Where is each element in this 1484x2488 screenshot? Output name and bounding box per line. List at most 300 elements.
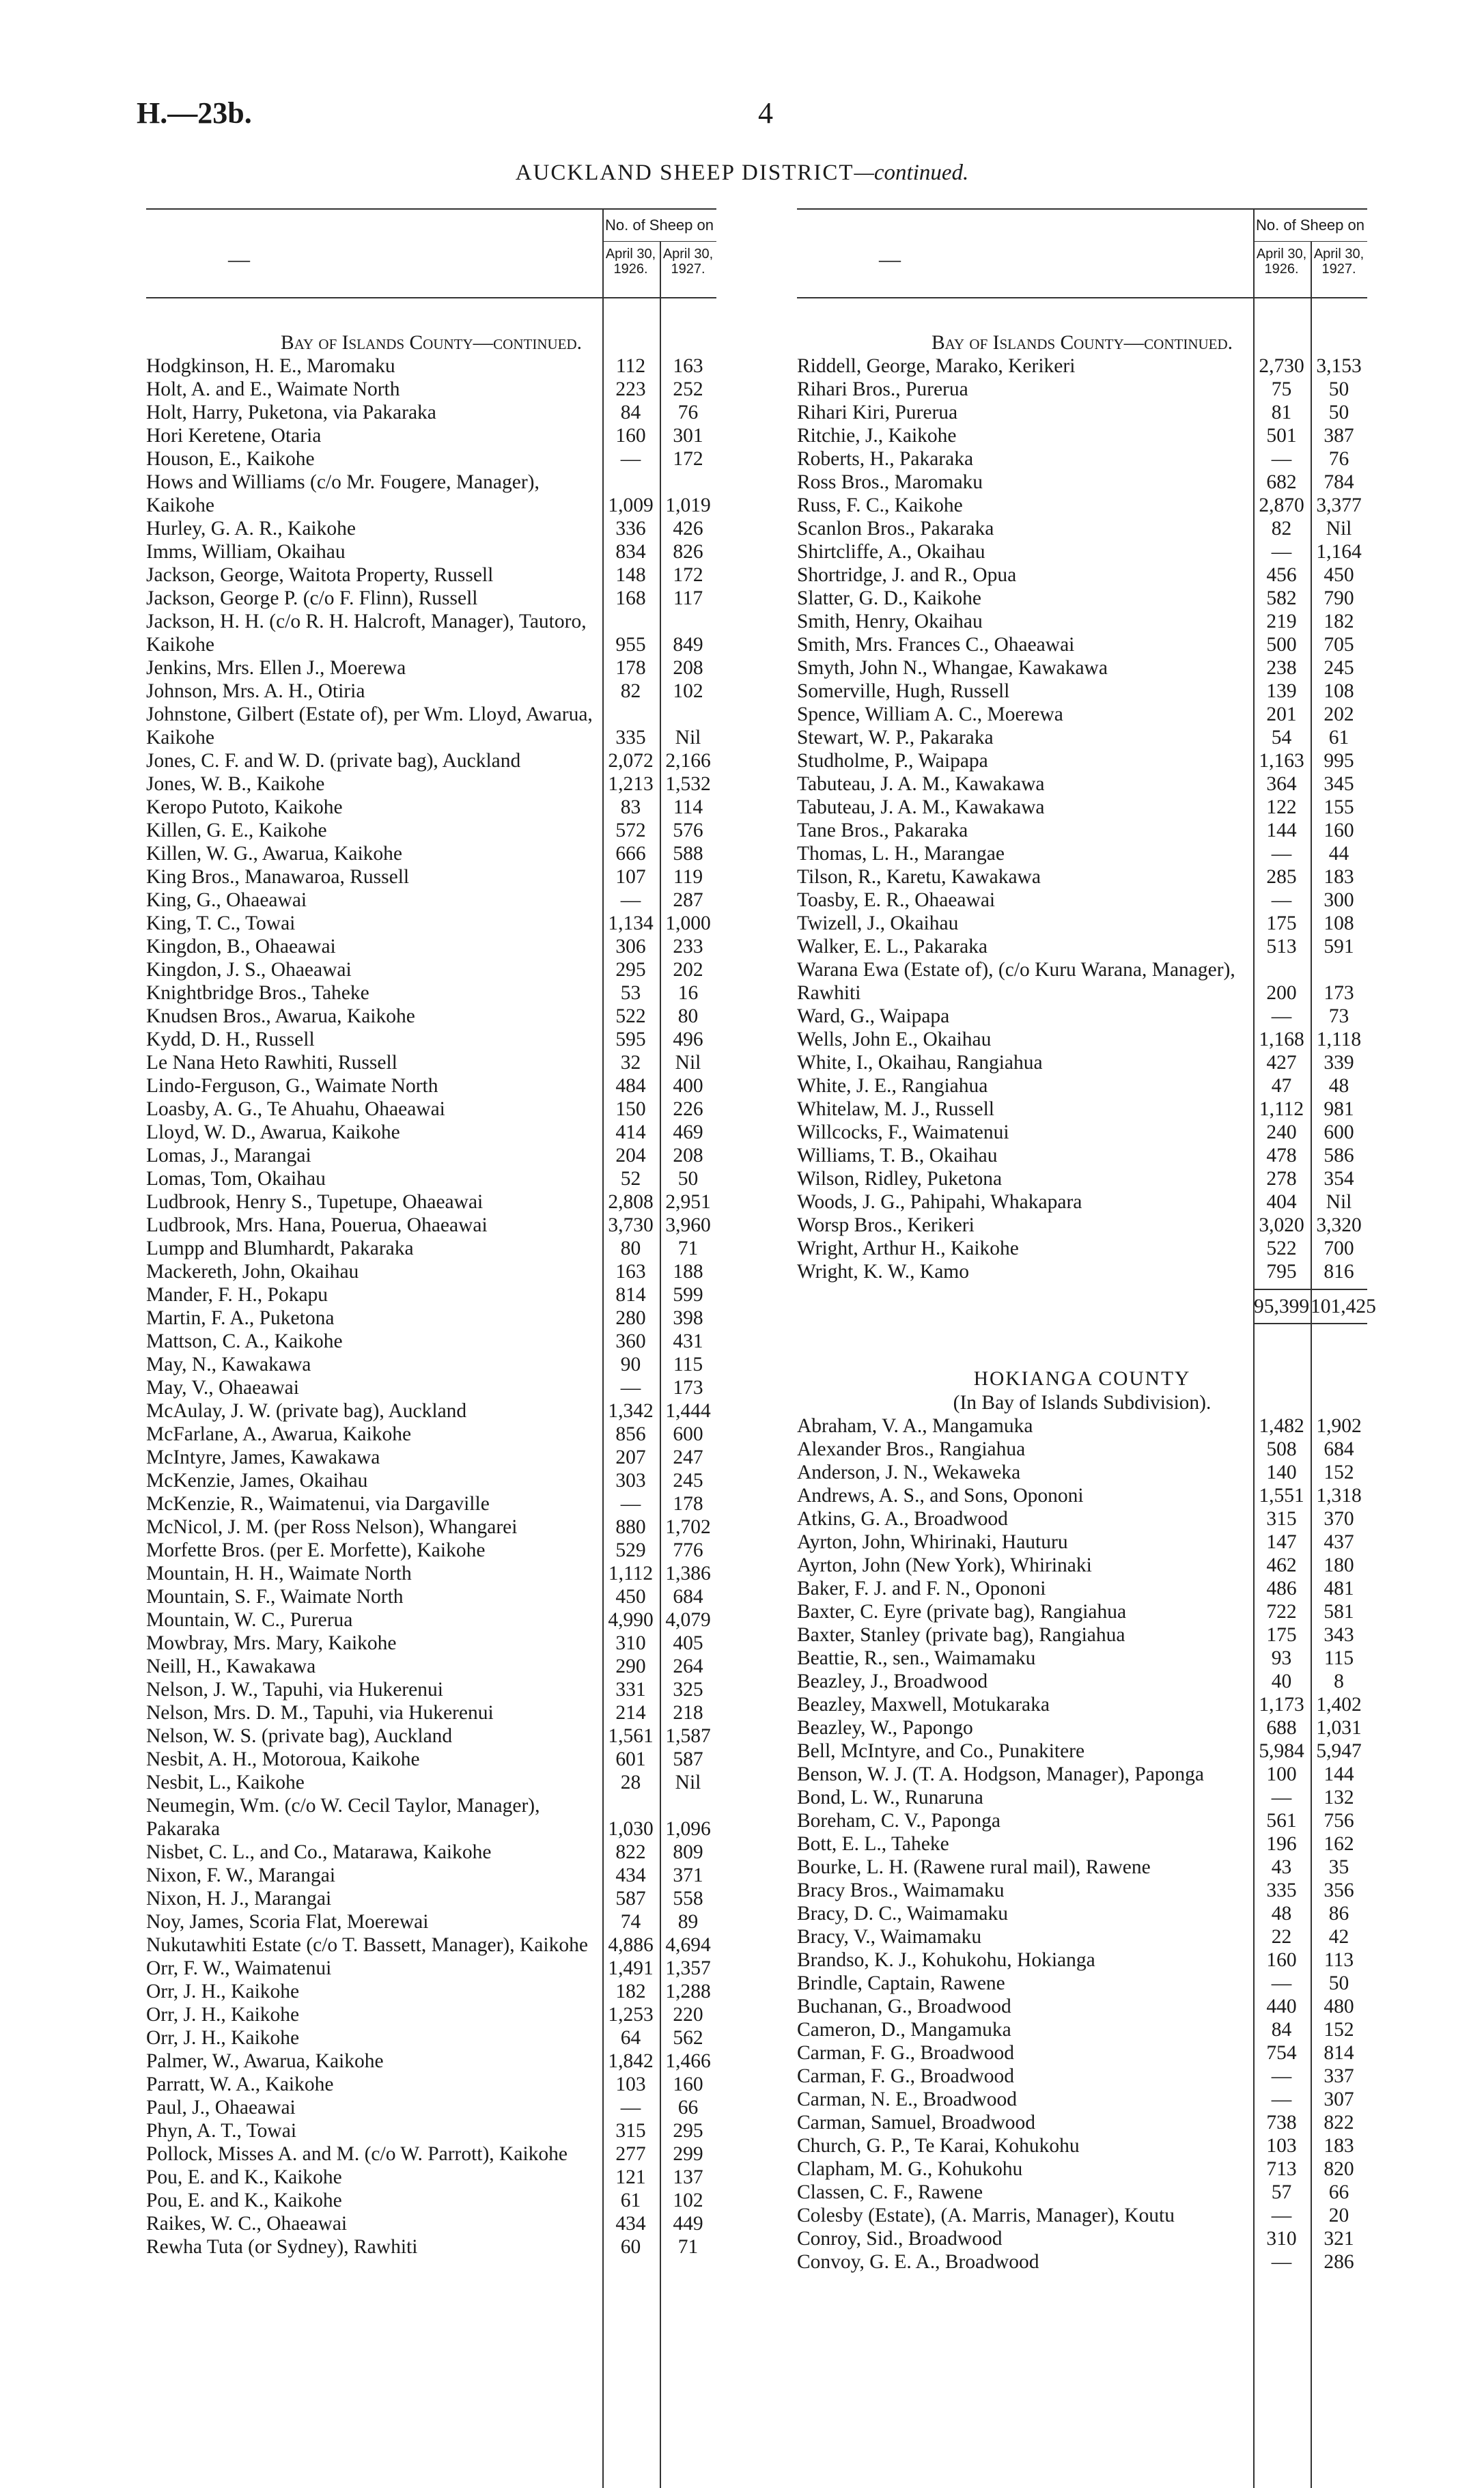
sheep-1927: 450 <box>1324 564 1354 586</box>
table-row <box>146 1005 716 1028</box>
sheep-1926: 364 <box>1266 773 1297 795</box>
sheep-1927: Nil <box>1326 518 1352 540</box>
sheep-1926: 595 <box>615 1029 646 1050</box>
table-row <box>797 2041 1367 2065</box>
table-row <box>146 1260 716 1283</box>
sheep-1926: 40 <box>1271 1671 1292 1692</box>
table-row <box>797 1995 1367 2018</box>
sheep-1926: 822 <box>615 1841 646 1863</box>
sheep-1926: 335 <box>615 727 646 749</box>
sheep-1927: 264 <box>673 1655 703 1677</box>
sheep-1927: Nil <box>675 1772 701 1793</box>
sheep-1927: 4,079 <box>665 1609 711 1631</box>
owner-name: Pou, E. and K., Kaikohe <box>146 2166 342 2188</box>
sheep-1926: — <box>1271 889 1292 911</box>
sheep-1926: 175 <box>1266 1624 1297 1646</box>
sheep-1926: 5,984 <box>1259 1740 1304 1762</box>
sheep-1927: 50 <box>1328 402 1349 423</box>
sheep-1926: 335 <box>1266 1879 1297 1901</box>
table-row <box>146 1515 716 1539</box>
owner-name: Tabuteau, J. A. M., Kawakawa <box>797 796 1045 818</box>
sheep-1927: 76 <box>677 402 699 423</box>
sheep-1927: 1,587 <box>665 1725 711 1747</box>
sheep-1926: 306 <box>615 936 646 958</box>
sheep-1927: 600 <box>1324 1121 1354 1143</box>
table-row <box>797 656 1367 680</box>
sheep-1926: 61 <box>620 2190 641 2211</box>
sheep-1927: 50 <box>677 1168 699 1190</box>
sheep-1926: — <box>620 448 641 470</box>
sheep-1926: 1,112 <box>608 1563 654 1584</box>
owner-name: Nisbet, C. L., and Co., Matarawa, Kaikohe <box>146 1841 492 1863</box>
owner-name: Loasby, A. G., Te Ahuahu, Ohaeawai <box>146 1098 445 1120</box>
owner-name: May, N., Kawakawa <box>146 1354 311 1375</box>
table-row <box>797 2018 1367 2041</box>
owner-name: Shortridge, J. and R., Opua <box>797 564 1017 586</box>
sheep-1927: 995 <box>1324 750 1354 772</box>
owner-name: Mountain, W. C., Purerua <box>146 1609 353 1631</box>
owner-name: Keropo Putoto, Kaikohe <box>146 796 343 818</box>
sheep-1926: 1,482 <box>1259 1415 1304 1437</box>
sheep-1927: 115 <box>673 1354 703 1375</box>
table-row <box>797 1260 1367 1283</box>
owner-name: Rihari Bros., Purerua <box>797 378 968 400</box>
sheep-1926: — <box>1271 2088 1292 2110</box>
table-row <box>797 1623 1367 1647</box>
sheep-1926: 290 <box>615 1655 646 1677</box>
table-row <box>797 1554 1367 1577</box>
sheep-1927: 826 <box>673 541 703 563</box>
sheep-1927: 5,947 <box>1316 1740 1362 1762</box>
sheep-1926: 1,168 <box>1259 1029 1304 1050</box>
sheep-1926: 1,173 <box>1259 1694 1304 1716</box>
owner-name: Brindle, Captain, Rawene <box>797 1972 1005 1994</box>
table-row <box>797 2157 1367 2181</box>
table-row <box>797 1972 1367 1995</box>
table-row <box>146 981 716 1005</box>
sheep-1927: 226 <box>673 1098 703 1120</box>
sheep-1926: 80 <box>620 1238 641 1259</box>
sheep-1927: 295 <box>673 2120 703 2142</box>
sheep-1926: 280 <box>615 1307 646 1329</box>
owner-name: Martin, F. A., Puketona <box>146 1307 335 1329</box>
sheep-1926: 168 <box>615 587 646 609</box>
sheep-1926: 144 <box>1266 820 1297 841</box>
table-row <box>146 517 716 540</box>
sheep-1926: 522 <box>615 1005 646 1027</box>
owner-name: Church, G. P., Te Karai, Kohukohu <box>797 2135 1080 2157</box>
table-row <box>797 1461 1367 1484</box>
table-row <box>146 1051 716 1074</box>
sheep-1927: 50 <box>1328 1972 1349 1994</box>
table-row <box>146 2119 716 2142</box>
table-row <box>146 1887 716 1910</box>
table-row <box>797 958 1367 1005</box>
owner-name: Mountain, S. F., Waimate North <box>146 1586 404 1608</box>
owner-name: Russ, F. C., Kaikohe <box>797 494 963 516</box>
owner-name: Nelson, W. S. (private bag), Auckland <box>146 1725 453 1747</box>
sheep-1926: 200 <box>1266 982 1297 1004</box>
sheep-1927: 160 <box>1324 820 1354 841</box>
right-column-body <box>797 331 1376 2274</box>
table-row <box>797 471 1367 494</box>
sheep-1926: 1,213 <box>608 773 654 795</box>
sheep-1926: 43 <box>1271 1856 1292 1878</box>
sheep-1927: 339 <box>1324 1052 1354 1074</box>
sheep-1927: 3,960 <box>665 1214 711 1236</box>
table-row <box>146 471 716 517</box>
owner-name: Imms, William, Okaihau <box>146 541 346 563</box>
sheep-1927: 1,702 <box>665 1516 711 1538</box>
sheep-1926: 223 <box>615 378 646 400</box>
sheep-1926: 207 <box>615 1446 646 1468</box>
owner-name: May, V., Ohaeawai <box>146 1377 299 1399</box>
sheep-1926: 3,730 <box>608 1214 654 1236</box>
owner-name: Baxter, Stanley (private bag), Rangiahua <box>797 1624 1125 1646</box>
sheep-1926: 722 <box>1266 1601 1297 1623</box>
sheep-1927: 247 <box>673 1446 703 1468</box>
sheep-1926: 52 <box>620 1168 641 1190</box>
owner-name: Spence, William A. C., Moerewa <box>797 703 1063 725</box>
sheep-1926: 754 <box>1266 2042 1297 2064</box>
table-row <box>146 935 716 958</box>
table-row <box>797 610 1367 633</box>
sheep-1926: 315 <box>615 2120 646 2142</box>
table-row <box>797 680 1367 703</box>
sheep-1927: 73 <box>1328 1005 1349 1027</box>
owner-name: Walker, E. L., Pakaraka <box>797 936 988 958</box>
sheep-1926: 688 <box>1266 1717 1297 1739</box>
owner-name: Carman, F. G., Broadwood <box>797 2042 1015 2064</box>
owner-name: Jackson, George, Waitota Property, Russell <box>146 564 494 586</box>
sheep-1926: 1,253 <box>608 2004 654 2026</box>
table-row <box>146 958 716 981</box>
owner-name: Jackson, George P. (c/o F. Flinn), Russell <box>146 587 478 609</box>
table-row <box>146 563 716 587</box>
owner-name: Kingdon, J. S., Ohaeawai <box>146 959 352 981</box>
table-row <box>146 1423 716 1446</box>
owner-name: Hows and Williams (c/o Mr. Fougere, Manager), Kaikohe <box>146 471 540 516</box>
right-header-sheep-on: No. of Sheep on <box>1255 216 1364 234</box>
table-row <box>146 749 716 772</box>
table-row <box>146 1539 716 1562</box>
owner-name: Killen, G. E., Kaikohe <box>146 820 327 841</box>
table-row <box>797 401 1367 424</box>
owner-name: Tilson, R., Karetu, Kawakawa <box>797 866 1041 888</box>
table-row <box>146 1771 716 1794</box>
sheep-1927: Nil <box>675 727 701 749</box>
table-row <box>146 1469 716 1492</box>
table-row <box>146 772 716 796</box>
owner-name: Atkins, G. A., Broadwood <box>797 1508 1008 1530</box>
owner-name: Ritchie, J., Kaikohe <box>797 425 957 447</box>
sheep-1927: 86 <box>1328 1903 1349 1925</box>
sheep-1926: 57 <box>1271 2181 1292 2203</box>
owner-name: King Bros., Manawaroa, Russell <box>146 866 410 888</box>
sheep-1926: 32 <box>620 1052 641 1074</box>
sheep-1926: 834 <box>615 541 646 563</box>
sheep-1926: 713 <box>1266 2158 1297 2180</box>
owner-name: Smith, Mrs. Frances C., Ohaeawai <box>797 634 1075 656</box>
sheep-1927: 356 <box>1324 1879 1354 1901</box>
sheep-1926: 486 <box>1266 1578 1297 1599</box>
owner-name: Warana Ewa (Estate of), (c/o Kuru Warana, Manager), Rawhiti <box>797 959 1235 1004</box>
sheep-1927: Nil <box>675 1052 701 1074</box>
owner-name: Smith, Henry, Okaihau <box>797 611 983 632</box>
sheep-1926: 60 <box>620 2236 641 2258</box>
sheep-1926: 303 <box>615 1470 646 1492</box>
sheep-1927: 152 <box>1324 2019 1354 2041</box>
sheep-1927: 437 <box>1324 1531 1354 1553</box>
sheep-1926: 2,730 <box>1259 355 1304 377</box>
table-row <box>146 1701 716 1724</box>
sheep-1927: 220 <box>673 2004 703 2026</box>
table-row <box>797 1167 1367 1190</box>
right-header-1926: April 30, 1926. <box>1256 247 1307 277</box>
sheep-1927: 8 <box>1334 1671 1344 1692</box>
table-row <box>797 1902 1367 1925</box>
table-row <box>146 1748 716 1771</box>
sheep-1927: 218 <box>673 1702 703 1724</box>
sheep-1927: 115 <box>1324 1647 1354 1669</box>
sheep-1927: 405 <box>673 1632 703 1654</box>
table-row <box>146 1306 716 1330</box>
sheep-1926: 955 <box>615 634 646 656</box>
owner-name: McKenzie, James, Okaihau <box>146 1470 368 1492</box>
table-row <box>797 1098 1367 1121</box>
sheep-1927: 4,694 <box>665 1934 711 1956</box>
sheep-1927: 173 <box>1324 982 1354 1004</box>
table-row <box>797 1414 1367 1438</box>
sheep-1926: 1,134 <box>608 912 654 934</box>
sheep-1927: 108 <box>1324 680 1354 702</box>
table-row <box>146 587 716 610</box>
sheep-1926: 278 <box>1266 1168 1297 1190</box>
table-row <box>797 2181 1367 2204</box>
table-row <box>797 2111 1367 2134</box>
table-row <box>797 1716 1367 1739</box>
table-row <box>146 1562 716 1585</box>
sheep-1927: 44 <box>1328 843 1349 865</box>
sheep-1927: 426 <box>673 518 703 540</box>
sheep-1926: 508 <box>1266 1438 1297 1460</box>
sheep-1926: 582 <box>1266 587 1297 609</box>
owner-name: Johnson, Mrs. A. H., Otiria <box>146 680 365 702</box>
table-row <box>146 1933 716 1957</box>
sheep-1926: 587 <box>615 1888 646 1910</box>
owner-name: Jones, C. F. and W. D. (private bag), Auckland <box>146 750 521 772</box>
sheep-1927: 208 <box>673 1145 703 1166</box>
owner-name: Orr, J. H., Kaikohe <box>146 1981 300 2002</box>
owner-name: Bourke, L. H. (Rawene rural mail), Rawene <box>797 1856 1151 1878</box>
table-row <box>797 1600 1367 1623</box>
table-row <box>146 656 716 680</box>
total-1927: 101,425 <box>1311 1296 1376 1317</box>
sheep-1927: 562 <box>673 2027 703 2049</box>
sheep-1927: 400 <box>673 1075 703 1097</box>
table-row <box>146 1655 716 1678</box>
sheep-1927: 66 <box>1328 2181 1349 2203</box>
table-row <box>146 1678 716 1701</box>
owner-name: McFarlane, A., Awarua, Kaikohe <box>146 1423 412 1445</box>
owner-name: Ayrton, John, Whirinaki, Hauturu <box>797 1531 1068 1553</box>
sheep-1926: 75 <box>1271 378 1292 400</box>
sheep-1926: 522 <box>1266 1238 1297 1259</box>
owner-name: Williams, T. B., Okaihau <box>797 1145 998 1166</box>
sheep-1926: 2,870 <box>1259 494 1304 516</box>
sheep-1927: 307 <box>1324 2088 1354 2110</box>
table-row <box>146 1585 716 1608</box>
sheep-1927: 398 <box>673 1307 703 1329</box>
owner-name: McAulay, J. W. (private bag), Auckland <box>146 1400 467 1422</box>
table-row <box>797 819 1367 842</box>
table-row <box>797 1074 1367 1098</box>
table-row <box>146 842 716 865</box>
sheep-1926: 434 <box>615 1864 646 1886</box>
table-row <box>146 1121 716 1144</box>
sheep-1927: 325 <box>673 1679 703 1701</box>
sheep-1927: 822 <box>1324 2112 1354 2134</box>
table-row <box>797 378 1367 401</box>
sheep-1927: 588 <box>673 843 703 865</box>
owner-name: Nesbit, A. H., Motoroua, Kaikohe <box>146 1748 420 1770</box>
owner-name: Holt, A. and E., Waimate North <box>146 378 400 400</box>
table-row <box>797 2065 1367 2088</box>
sheep-1927: 172 <box>673 448 703 470</box>
table-row <box>146 2003 716 2026</box>
sheep-1926: 90 <box>620 1354 641 1375</box>
owner-name: Toasby, E. R., Ohaeawai <box>797 889 996 911</box>
table-row <box>797 1647 1367 1670</box>
owner-name: Ward, G., Waipapa <box>797 1005 950 1027</box>
owner-name: Scanlon Bros., Pakaraka <box>797 518 994 540</box>
owner-name: Raikes, W. C., Ohaeawai <box>146 2213 348 2235</box>
sheep-1927: 591 <box>1324 936 1354 958</box>
sheep-1926: — <box>620 1377 641 1399</box>
table-row <box>146 378 716 401</box>
owner-name: Baker, F. J. and F. N., Opononi <box>797 1578 1046 1599</box>
sheep-1927: 558 <box>673 1888 703 1910</box>
right-header-1927: April 30, 1927. <box>1313 247 1364 277</box>
owner-name: Nukutawhiti Estate (c/o T. Bassett, Manager), Kaikohe <box>146 1934 588 1956</box>
table-row <box>797 1484 1367 1507</box>
sheep-1927: 20 <box>1328 2205 1349 2226</box>
owner-name: Rewha Tuta (or Sydney), Rawhiti <box>146 2236 418 2258</box>
right-rows <box>797 354 1367 1283</box>
table-row <box>146 1144 716 1167</box>
sheep-1927: 776 <box>673 1539 703 1561</box>
sheep-1927: 137 <box>673 2166 703 2188</box>
table-row <box>146 2142 716 2166</box>
sheep-1927: 684 <box>1324 1438 1354 1460</box>
owner-name: Palmer, W., Awarua, Kaikohe <box>146 2050 384 2072</box>
table-row <box>797 1121 1367 1144</box>
owner-name: Classen, C. F., Rawene <box>797 2181 983 2203</box>
table-row <box>797 354 1367 378</box>
sheep-1927: 172 <box>673 564 703 586</box>
table-row <box>797 1051 1367 1074</box>
sheep-1926: 295 <box>615 959 646 981</box>
sheep-1927: 809 <box>673 1841 703 1863</box>
sheep-1926: 404 <box>1266 1191 1297 1213</box>
sheep-1927: 299 <box>673 2143 703 2165</box>
sheep-1927: 102 <box>673 680 703 702</box>
sheep-1927: 61 <box>1328 727 1349 749</box>
sheep-1927: 35 <box>1328 1856 1349 1878</box>
sheep-1927: 1,386 <box>665 1563 711 1584</box>
sheep-1927: 345 <box>1324 773 1354 795</box>
owner-name: Mountain, H. H., Waimate North <box>146 1563 412 1584</box>
table-row <box>146 1794 716 1841</box>
sheep-1926: — <box>620 889 641 911</box>
sheep-1927: 71 <box>677 2236 699 2258</box>
sheep-1926: 160 <box>1266 1949 1297 1971</box>
table-row <box>797 842 1367 865</box>
owner-name: Abraham, V. A., Mangamuka <box>797 1415 1033 1437</box>
owner-name: Knudsen Bros., Awarua, Kaikohe <box>146 1005 415 1027</box>
sheep-1926: 484 <box>615 1075 646 1097</box>
owner-name: Le Nana Heto Rawhiti, Russell <box>146 1052 397 1074</box>
table-row <box>146 447 716 471</box>
sheep-1927: 790 <box>1324 587 1354 609</box>
owner-name: King, T. C., Towai <box>146 912 296 934</box>
hokianga-heading: HOKIANGA COUNTY <box>973 1368 1191 1390</box>
table-row <box>797 1763 1367 1786</box>
sheep-1927: 600 <box>673 1423 703 1445</box>
sheep-1927: 705 <box>1324 634 1354 656</box>
table-row <box>146 1957 716 1980</box>
sheep-1926: 450 <box>615 1586 646 1608</box>
table-row <box>146 1841 716 1864</box>
table-row <box>146 1214 716 1237</box>
sheep-1927: 849 <box>673 634 703 656</box>
sheep-1927: 16 <box>677 982 699 1004</box>
sheep-1926: — <box>1271 448 1292 470</box>
sheep-1927: 684 <box>673 1586 703 1608</box>
table-row <box>797 1809 1367 1832</box>
sheep-1927: 119 <box>673 866 703 888</box>
left-rows <box>146 354 716 2259</box>
owner-name: Noy, James, Scoria Flat, Moerewai <box>146 1911 429 1933</box>
sheep-1926: — <box>1271 541 1292 563</box>
sheep-1926: 150 <box>615 1098 646 1120</box>
owner-name: Wright, Arthur H., Kaikohe <box>797 1238 1019 1259</box>
table-row <box>146 2096 716 2119</box>
owner-name: Orr, F. W., Waimatenui <box>146 1957 332 1979</box>
left-header-1927: April 30, 1927. <box>662 247 714 277</box>
owner-name: Mander, F. H., Pokapu <box>146 1284 328 1306</box>
left-header-1926: April 30, 1926. <box>605 247 656 277</box>
sheep-1927: 1,031 <box>1316 1717 1362 1739</box>
sheep-1927: 3,320 <box>1316 1214 1362 1236</box>
owner-name: Knightbridge Bros., Taheke <box>146 982 369 1004</box>
sheep-1926: 462 <box>1266 1554 1297 1576</box>
sheep-1927: 48 <box>1328 1075 1349 1097</box>
sheep-1926: 440 <box>1266 1996 1297 2017</box>
owner-name: Rihari Kiri, Purerua <box>797 402 958 423</box>
sheep-1927: 80 <box>677 1005 699 1027</box>
table-row <box>797 796 1367 819</box>
owner-name: Pou, E. and K., Kaikohe <box>146 2190 342 2211</box>
table-row <box>797 1028 1367 1051</box>
table-row <box>146 1074 716 1098</box>
table-row <box>146 1190 716 1214</box>
sheep-1927: 480 <box>1324 1996 1354 2017</box>
table-row <box>146 2235 716 2259</box>
sheep-1927: 587 <box>673 1748 703 1770</box>
table-row <box>146 1492 716 1515</box>
sheep-1926: 82 <box>1271 518 1292 540</box>
